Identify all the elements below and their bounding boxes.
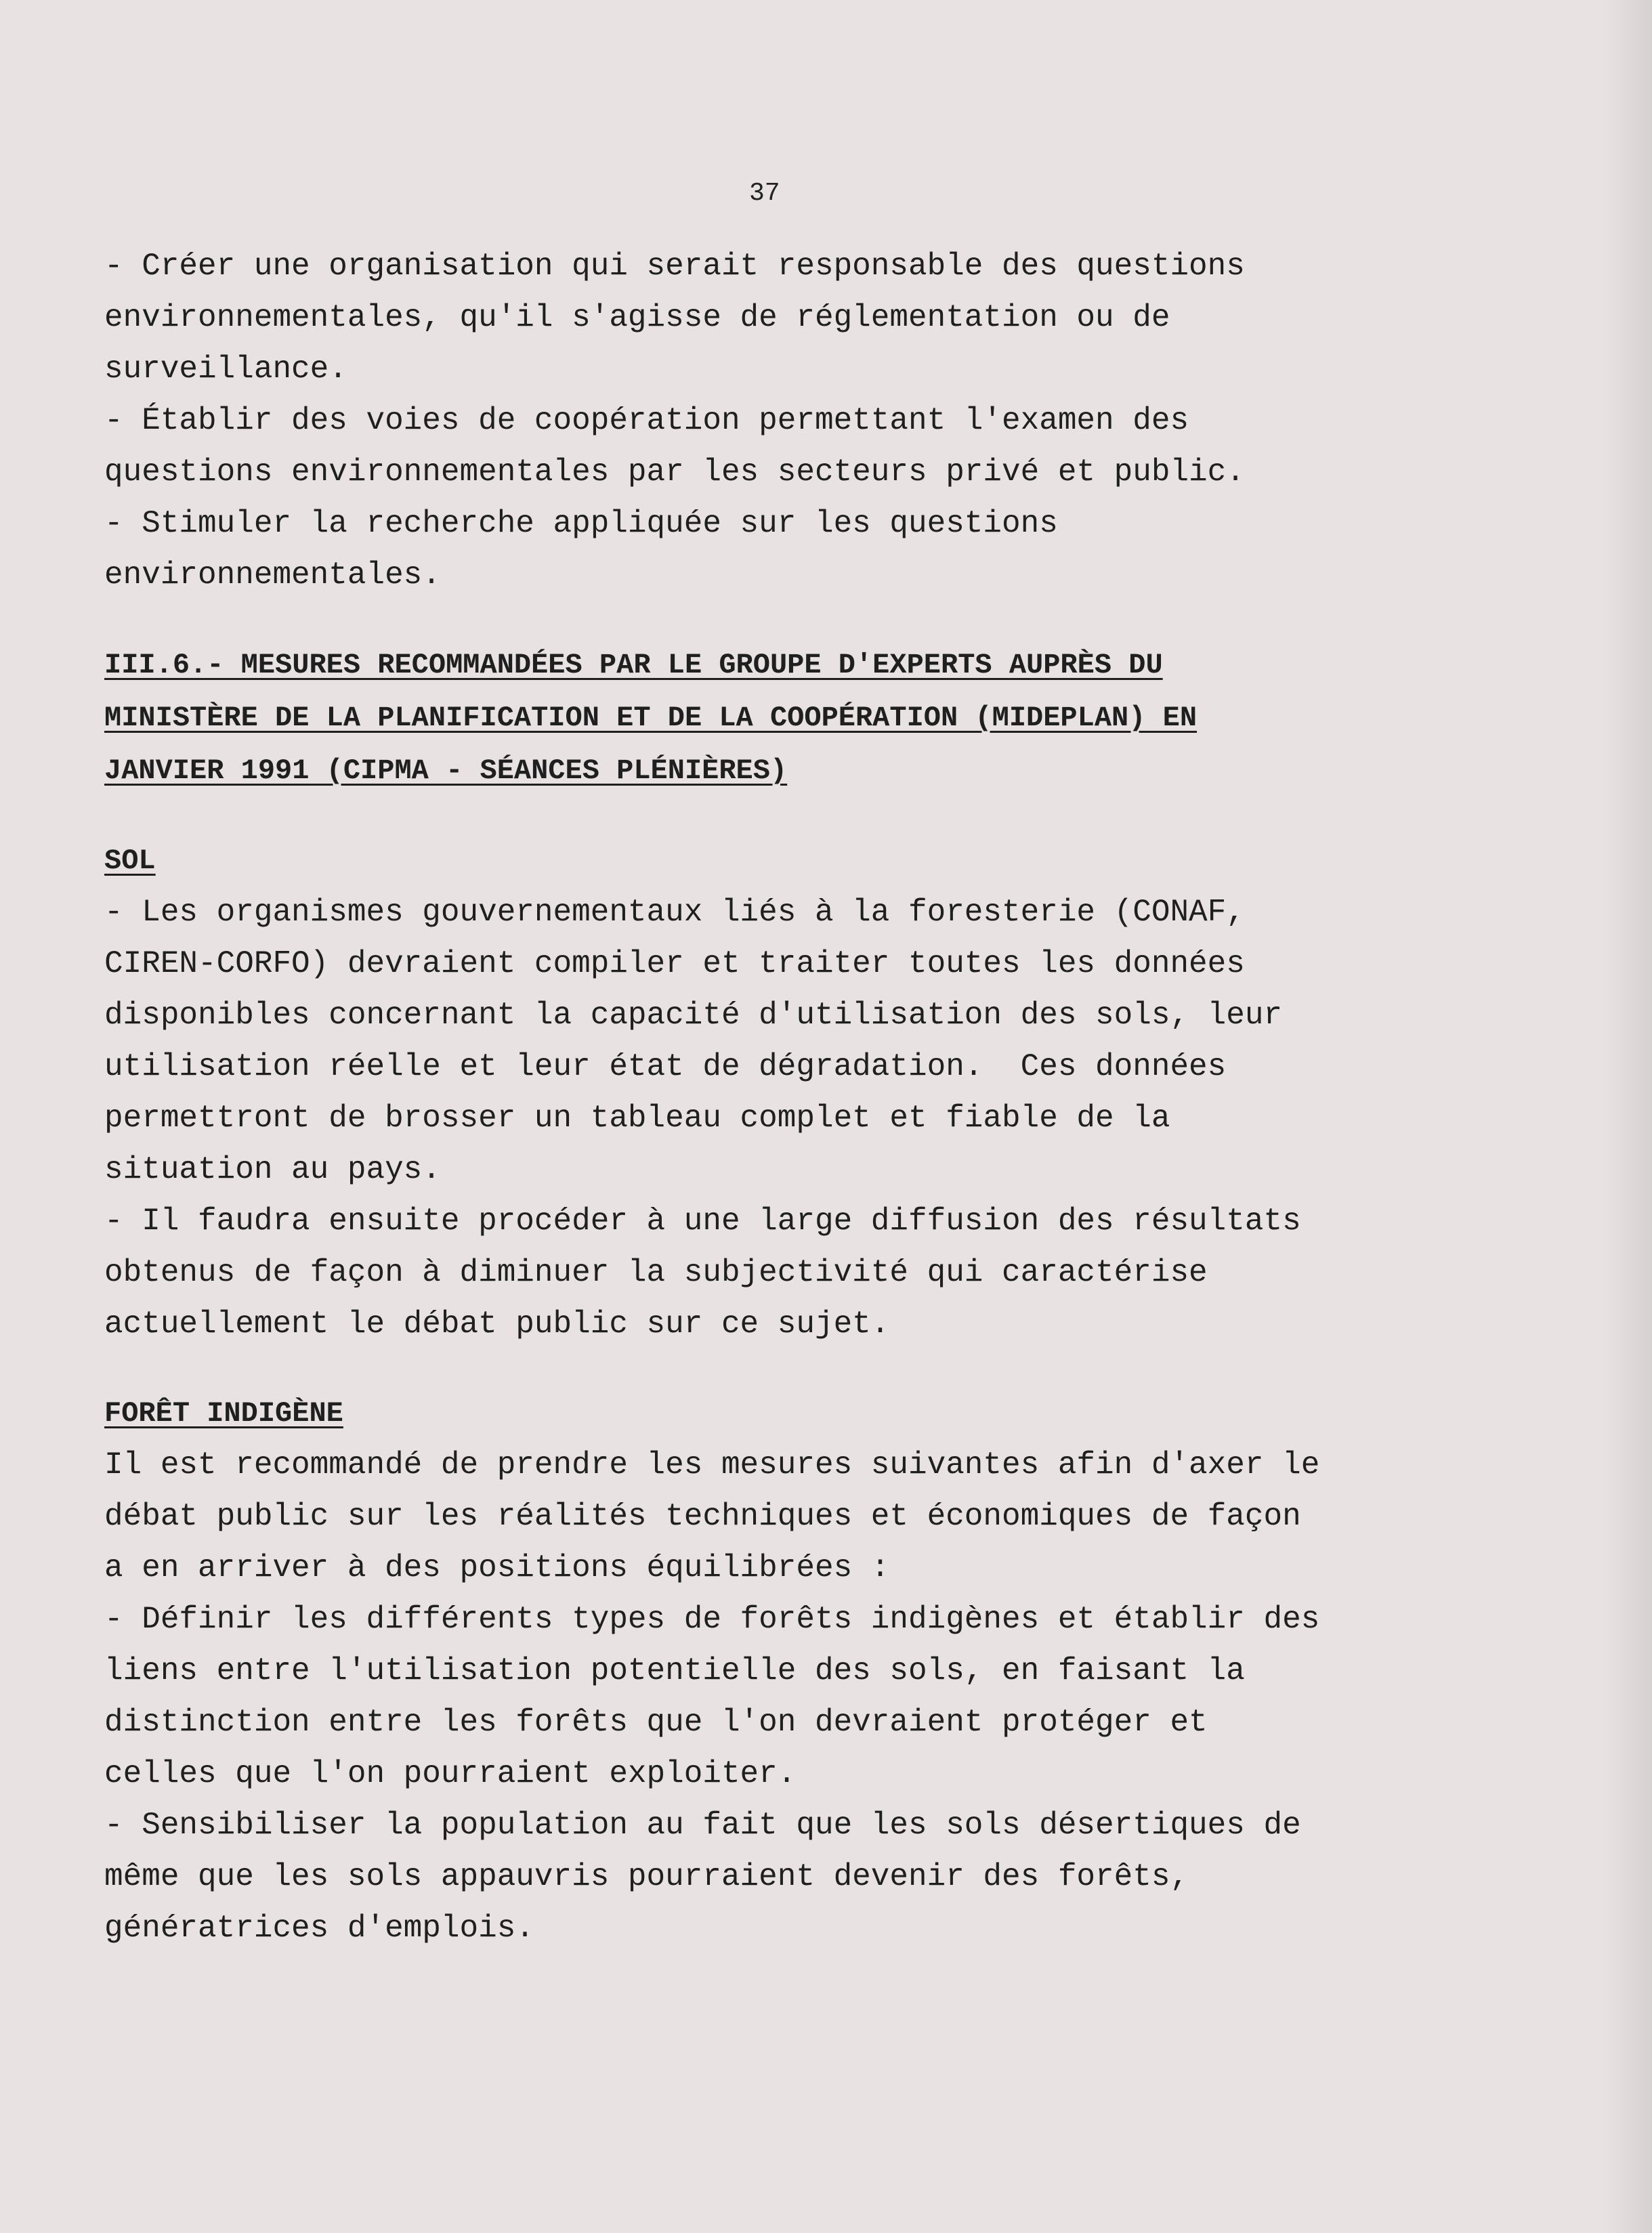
page-number: 37 [749, 179, 780, 208]
sol-paragraph-1: - Les organismes gouvernementaux liés à la foresterie (CONAF, CIREN-CORFO) devraient compiler et traiter toutes les données disponibles concernant la capacité d'utilisation des sols, leur utilisation réelle et leur état de dégradation. Ces données permettront de brosser un tableau complet et fiable de la situation au pays. [104, 895, 1283, 1187]
page-edge-shadow [1605, 0, 1652, 2233]
sol-paragraph-2: - Il faudra ensuite procéder à une large diffusion des résultats obtenus de façon à diminuer la subjectivité qui caractérise actuellement le débat public sur ce sujet. [104, 1204, 1301, 1342]
foret-paragraph-3: - Sensibiliser la population au fait que les sols désertiques de même que les sols appauvris pourraient devenir des forêts, génératrices d'emplois. [104, 1808, 1301, 1946]
sol-heading: SOL [104, 845, 156, 877]
intro-paragraph-2: - Établir des voies de coopération permettant l'examen des questions environnementales par les secteurs privé et public. [104, 403, 1245, 490]
spacer [104, 1350, 1459, 1388]
foret-heading: FORÊT INDIGÈNE [104, 1397, 343, 1430]
intro-paragraph-1: - Créer une organisation qui serait responsable des questions environnementales, qu'il s'agisse de réglementation ou de surveillance. [104, 249, 1245, 387]
foret-paragraph-1: Il est recommandé de prendre les mesures suivantes afin d'axer le débat public sur les réalités techniques et économiques de façon a en arriver à des positions équilibrées : [104, 1447, 1320, 1586]
spacer [104, 797, 1459, 835]
page-content [104, 240, 1459, 1954]
section-heading: III.6.- MESURES RECOMMANDÉES PAR LE GROUPE D'EXPERTS AUPRÈS DU MINISTÈRE DE LA PLANIFICATION ET DE LA COOPÉRATION (MIDEPLAN) EN JANVIER 1991 (CIPMA - SÉANCES PLÉNIÈRES) [104, 649, 1198, 787]
intro-paragraph-3: - Stimuler la recherche appliquée sur les questions environnementales. [104, 506, 1058, 593]
foret-paragraph-2: - Définir les différents types de forêts indigènes et établir des liens entre l'utilisation potentielle des sols, en faisant la distinction entre les forêts que l'on devraient protéger et celles que l'on pourraient exploiter. [104, 1602, 1320, 1791]
spacer [104, 601, 1459, 639]
